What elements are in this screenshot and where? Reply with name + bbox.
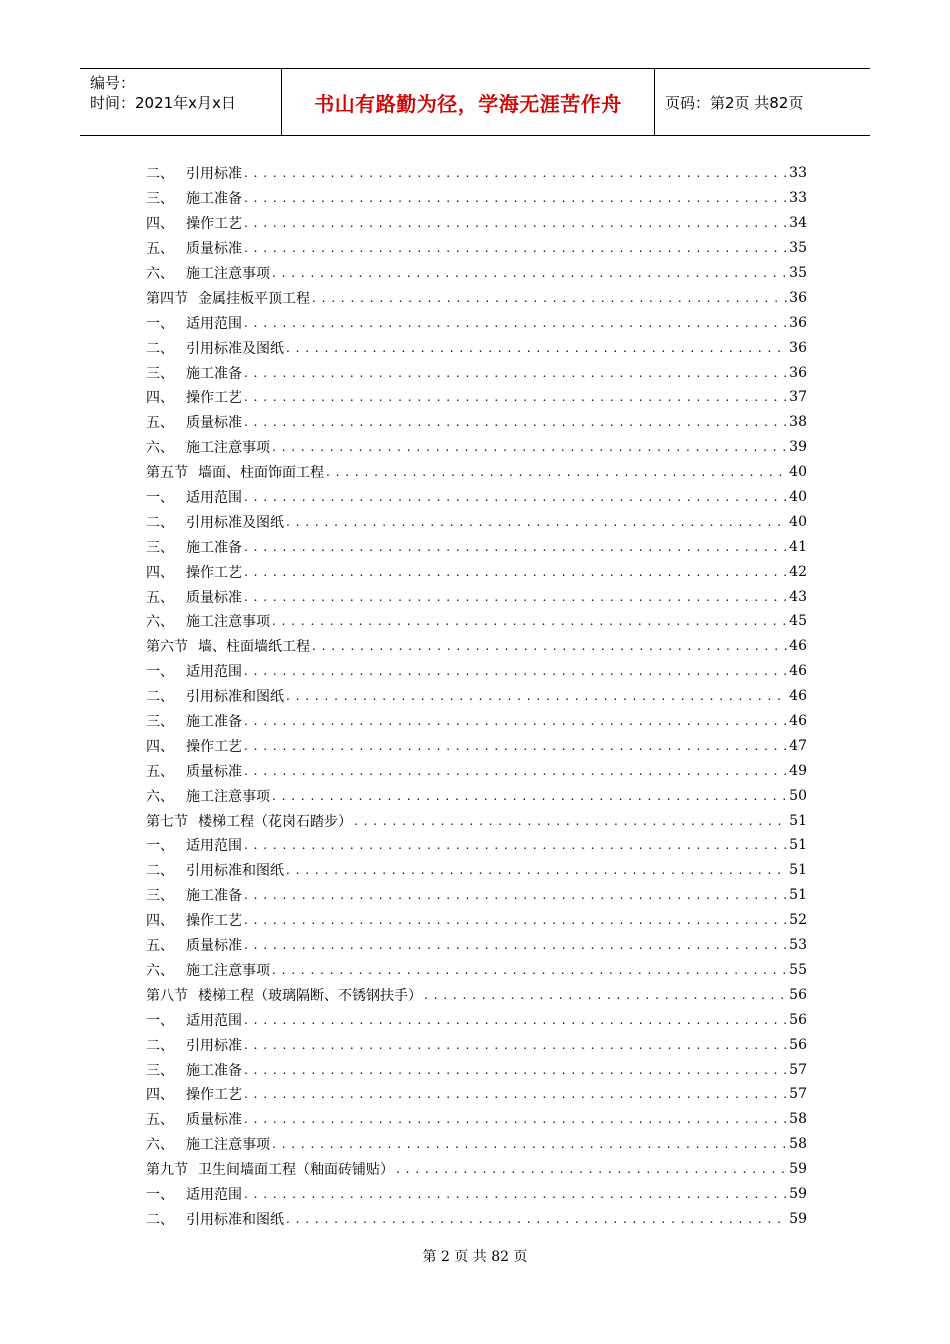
toc-entry-title: 引用标准和图纸	[186, 1211, 284, 1228]
toc-section-entry[interactable]	[146, 460, 807, 485]
toc-entry-number: 四、	[146, 390, 174, 407]
toc-entry-title: 墙面、柱面饰面工程	[198, 465, 324, 482]
toc-entry-page: 40	[789, 513, 807, 530]
toc-entry[interactable]	[146, 1082, 807, 1107]
toc-entry-number: 四、	[146, 1087, 174, 1104]
toc-entry-page: 40	[789, 464, 807, 481]
toc-leader-dots	[272, 786, 787, 806]
toc-entry[interactable]	[146, 1057, 807, 1082]
toc-entry-title: 施工注意事项	[186, 440, 270, 457]
toc-leader-dots	[244, 1084, 787, 1104]
toc-entry-number: 三、	[146, 539, 174, 556]
toc-entry-number: 三、	[146, 888, 174, 905]
table-of-contents	[146, 161, 807, 1231]
toc-entry-page: 35	[789, 265, 807, 281]
toc-entry-number: 二、	[146, 340, 174, 357]
toc-entry-number: 六、	[146, 440, 174, 457]
toc-entry-title: 操作工艺	[186, 913, 242, 930]
toc-leader-dots	[272, 1134, 787, 1154]
toc-entry[interactable]	[146, 435, 807, 460]
toc-entry-title: 施工准备	[186, 714, 242, 731]
toc-entry-title: 引用标准和图纸	[186, 863, 284, 880]
toc-entry-title: 引用标准和图纸	[186, 689, 284, 706]
header-meta	[80, 69, 282, 135]
toc-leader-dots	[244, 661, 787, 681]
toc-leader-dots	[244, 213, 787, 233]
toc-entry-title: 施工准备	[186, 1062, 242, 1079]
toc-entry[interactable]	[146, 310, 807, 335]
toc-entry-page: 46	[789, 688, 807, 705]
toc-entry-page: 36	[789, 314, 807, 331]
toc-leader-dots	[244, 537, 787, 557]
toc-entry-page: 39	[789, 439, 807, 456]
toc-entry-title: 施工准备	[186, 365, 242, 382]
toc-entry-page: 45	[789, 613, 807, 630]
toc-leader-dots	[244, 835, 787, 855]
toc-entry-title: 操作工艺	[186, 738, 242, 755]
toc-leader-dots	[244, 412, 787, 432]
toc-entry[interactable]	[146, 211, 807, 236]
toc-leader-dots	[244, 1060, 787, 1080]
toc-entry-number: 第八节	[146, 987, 188, 1004]
toc-entry-title: 施工注意事项	[186, 962, 270, 979]
toc-entry[interactable]	[146, 833, 807, 858]
toc-leader-dots	[326, 462, 787, 482]
toc-entry-page: 57	[789, 1061, 807, 1078]
toc-entry-number: 第六节	[146, 639, 188, 656]
toc-entry[interactable]	[146, 261, 807, 286]
toc-entry[interactable]	[146, 559, 807, 584]
toc-entry-page: 51	[789, 837, 807, 854]
toc-entry-number: 六、	[146, 614, 174, 631]
toc-entry-title: 操作工艺	[186, 390, 242, 407]
toc-entry-title: 施工注意事项	[186, 266, 270, 282]
toc-leader-dots	[244, 711, 787, 731]
toc-entry-page: 35	[789, 240, 807, 257]
toc-entry-number: 四、	[146, 738, 174, 755]
toc-entry-page: 34	[789, 215, 807, 232]
toc-entry[interactable]	[146, 609, 807, 634]
toc-entry-number: 四、	[146, 913, 174, 930]
toc-entry-number: 第九节	[146, 1162, 188, 1179]
toc-entry[interactable]	[146, 360, 807, 385]
toc-entry-page: 57	[789, 1086, 807, 1103]
number-label: 编号：	[90, 74, 136, 92]
toc-leader-dots	[244, 363, 787, 383]
toc-leader-dots	[312, 288, 787, 308]
toc-entry-page: 58	[789, 1136, 807, 1153]
toc-leader-dots	[244, 761, 787, 781]
toc-entry-title: 施工准备	[186, 539, 242, 556]
toc-leader-dots	[272, 263, 787, 283]
page-footer: 第 2 页 共 82 页	[422, 1249, 528, 1265]
toc-entry-page: 51	[789, 887, 807, 904]
toc-entry-number: 第四节	[146, 290, 188, 307]
toc-entry-number: 五、	[146, 241, 174, 258]
toc-entry-number: 五、	[146, 589, 174, 606]
toc-leader-dots	[244, 935, 787, 955]
toc-entry-page: 56	[789, 1011, 807, 1028]
toc-entry-title: 引用标准	[186, 166, 242, 183]
toc-entry-title: 质量标准	[186, 415, 242, 432]
toc-leader-dots	[272, 960, 787, 980]
page-header	[80, 68, 870, 136]
toc-entry[interactable]	[146, 1032, 807, 1057]
toc-entry-page: 38	[789, 414, 807, 431]
toc-entry-page: 46	[789, 663, 807, 680]
toc-entry-title: 卫生间墙面工程（釉面砖铺贴）	[198, 1162, 394, 1179]
toc-entry-page: 50	[789, 787, 807, 804]
toc-entry-title: 引用标准及图纸	[186, 514, 284, 531]
toc-entry-number: 三、	[146, 365, 174, 382]
toc-entry[interactable]	[146, 933, 807, 958]
time-label: 时间：2021年x月x日	[90, 94, 236, 112]
toc-entry[interactable]	[146, 758, 807, 783]
toc-entry-number: 五、	[146, 938, 174, 955]
toc-entry-number: 一、	[146, 838, 174, 855]
toc-entry-page: 33	[789, 165, 807, 182]
toc-entry-page: 36	[789, 364, 807, 381]
toc-entry-number: 六、	[146, 266, 174, 282]
toc-entry-title: 操作工艺	[186, 564, 242, 581]
toc-entry-number: 三、	[146, 191, 174, 208]
toc-entry[interactable]	[146, 733, 807, 758]
toc-entry-number: 六、	[146, 788, 174, 805]
toc-leader-dots	[286, 512, 787, 532]
toc-entry-page: 37	[789, 389, 807, 406]
toc-entry-number: 二、	[146, 1037, 174, 1054]
toc-leader-dots	[244, 238, 787, 258]
toc-entry-title: 质量标准	[186, 241, 242, 258]
toc-leader-dots	[244, 587, 787, 607]
toc-entry-number: 三、	[146, 714, 174, 731]
toc-entry-title: 质量标准	[186, 938, 242, 955]
toc-entry-title: 施工准备	[186, 191, 242, 208]
toc-entry-number: 六、	[146, 962, 174, 979]
header-motto: 书山有路勤为径，学海无涯苦作舟	[282, 69, 655, 135]
toc-entry[interactable]	[146, 858, 807, 883]
toc-entry[interactable]	[146, 584, 807, 609]
toc-entry-page: 56	[789, 986, 807, 1003]
toc-entry-title: 金属挂板平顶工程	[198, 290, 310, 307]
toc-entry-page: 46	[789, 638, 807, 655]
toc-leader-dots	[354, 811, 787, 831]
toc-leader-dots	[286, 860, 787, 880]
toc-entry-number: 五、	[146, 763, 174, 780]
toc-leader-dots	[272, 437, 787, 457]
toc-leader-dots	[244, 562, 787, 582]
toc-section-entry[interactable]	[146, 285, 807, 310]
toc-entry-number: 二、	[146, 689, 174, 706]
toc-entry[interactable]	[146, 1182, 807, 1207]
toc-entry[interactable]	[146, 186, 807, 211]
toc-entry[interactable]	[146, 534, 807, 559]
toc-entry[interactable]	[146, 410, 807, 435]
toc-entry-title: 施工注意事项	[186, 614, 270, 631]
toc-leader-dots	[286, 686, 787, 706]
toc-entry-title: 适用范围	[186, 1186, 242, 1203]
toc-entry-number: 一、	[146, 1012, 174, 1029]
toc-entry-title: 楼梯工程（玻璃隔断、不锈钢扶手）	[198, 987, 422, 1004]
toc-entry-title: 质量标准	[186, 589, 242, 606]
toc-entry-page: 56	[789, 1036, 807, 1053]
toc-entry-number: 第五节	[146, 465, 188, 482]
toc-leader-dots	[424, 985, 787, 1005]
toc-entry-page: 33	[789, 190, 807, 207]
toc-entry[interactable]	[146, 883, 807, 908]
toc-entry[interactable]	[146, 783, 807, 808]
toc-leader-dots	[244, 387, 787, 407]
toc-entry-title: 适用范围	[186, 664, 242, 681]
toc-entry-title: 引用标准及图纸	[186, 340, 284, 357]
toc-entry-number: 五、	[146, 415, 174, 432]
toc-entry-page: 47	[789, 737, 807, 754]
toc-entry[interactable]	[146, 1206, 807, 1231]
toc-entry-page: 41	[789, 538, 807, 555]
toc-entry-title: 质量标准	[186, 1112, 242, 1129]
toc-leader-dots	[244, 163, 787, 183]
toc-leader-dots	[244, 487, 787, 507]
toc-entry-title: 引用标准	[186, 1037, 242, 1054]
toc-leader-dots	[244, 1184, 787, 1204]
toc-section-entry[interactable]	[146, 1157, 807, 1182]
toc-entry-number: 一、	[146, 315, 174, 332]
header-page-info: 页码：第2页 共82页	[665, 93, 804, 112]
toc-entry-page: 58	[789, 1111, 807, 1128]
toc-entry[interactable]	[146, 709, 807, 734]
toc-entry-page: 51	[789, 812, 807, 829]
toc-entry-page: 59	[789, 1185, 807, 1202]
toc-entry-page: 59	[789, 1210, 807, 1227]
toc-entry-title: 适用范围	[186, 490, 242, 507]
toc-entry[interactable]	[146, 908, 807, 933]
toc-section-entry[interactable]	[146, 634, 807, 659]
toc-leader-dots	[244, 313, 787, 333]
toc-entry-page: 46	[789, 713, 807, 730]
toc-entry-title: 施工注意事项	[186, 788, 270, 805]
toc-leader-dots	[272, 611, 787, 631]
toc-entry-number: 五、	[146, 1112, 174, 1129]
toc-entry-page: 52	[789, 912, 807, 929]
toc-entry-page: 36	[789, 289, 807, 306]
toc-leader-dots	[244, 885, 787, 905]
toc-entry-page: 55	[789, 961, 807, 978]
toc-entry-number: 第七节	[146, 813, 188, 830]
toc-entry-number: 四、	[146, 564, 174, 581]
toc-leader-dots	[244, 736, 787, 756]
toc-entry-number: 二、	[146, 863, 174, 880]
toc-entry-page: 43	[789, 588, 807, 605]
toc-section-entry[interactable]	[146, 982, 807, 1007]
toc-entry-number: 一、	[146, 1186, 174, 1203]
toc-entry[interactable]	[146, 958, 807, 983]
toc-entry[interactable]	[146, 385, 807, 410]
toc-entry-title: 施工注意事项	[186, 1137, 270, 1154]
toc-entry-page: 51	[789, 862, 807, 879]
toc-entry-number: 二、	[146, 1211, 174, 1228]
toc-entry[interactable]	[146, 335, 807, 360]
toc-entry-number: 一、	[146, 664, 174, 681]
toc-entry-page: 40	[789, 489, 807, 506]
toc-entry[interactable]	[146, 485, 807, 510]
toc-entry-title: 楼梯工程（花岗石踏步）	[198, 813, 352, 830]
toc-leader-dots	[286, 1209, 787, 1229]
toc-entry-page: 59	[789, 1161, 807, 1178]
toc-entry-number: 六、	[146, 1137, 174, 1154]
toc-entry-number: 二、	[146, 166, 174, 183]
toc-entry-page: 49	[789, 762, 807, 779]
toc-section-entry[interactable]	[146, 808, 807, 833]
toc-leader-dots	[312, 636, 787, 656]
toc-entry-title: 操作工艺	[186, 1087, 242, 1104]
toc-entry[interactable]	[146, 161, 807, 186]
toc-entry[interactable]	[146, 1107, 807, 1132]
toc-leader-dots	[244, 1035, 787, 1055]
toc-entry-page: 36	[789, 339, 807, 356]
toc-entry[interactable]	[146, 509, 807, 534]
toc-entry[interactable]	[146, 1007, 807, 1032]
toc-entry-page: 53	[789, 937, 807, 954]
toc-entry[interactable]	[146, 684, 807, 709]
toc-entry-number: 三、	[146, 1062, 174, 1079]
toc-entry[interactable]	[146, 659, 807, 684]
toc-leader-dots	[396, 1159, 787, 1179]
toc-entry-title: 操作工艺	[186, 216, 242, 233]
toc-entry[interactable]	[146, 1132, 807, 1157]
toc-entry-title: 施工准备	[186, 888, 242, 905]
toc-entry-title: 适用范围	[186, 1012, 242, 1029]
toc-entry-number: 一、	[146, 490, 174, 507]
toc-leader-dots	[244, 1109, 787, 1129]
toc-leader-dots	[286, 338, 787, 358]
toc-entry-title: 质量标准	[186, 763, 242, 780]
toc-entry-page: 42	[789, 563, 807, 580]
toc-leader-dots	[244, 1010, 787, 1030]
toc-leader-dots	[244, 188, 787, 208]
toc-entry[interactable]	[146, 236, 807, 261]
toc-entry-number: 二、	[146, 514, 174, 531]
toc-leader-dots	[244, 910, 787, 930]
toc-entry-title: 适用范围	[186, 315, 242, 332]
toc-entry-number: 四、	[146, 216, 174, 233]
toc-entry-title: 墙、柱面墙纸工程	[198, 639, 310, 656]
toc-entry-title: 适用范围	[186, 838, 242, 855]
